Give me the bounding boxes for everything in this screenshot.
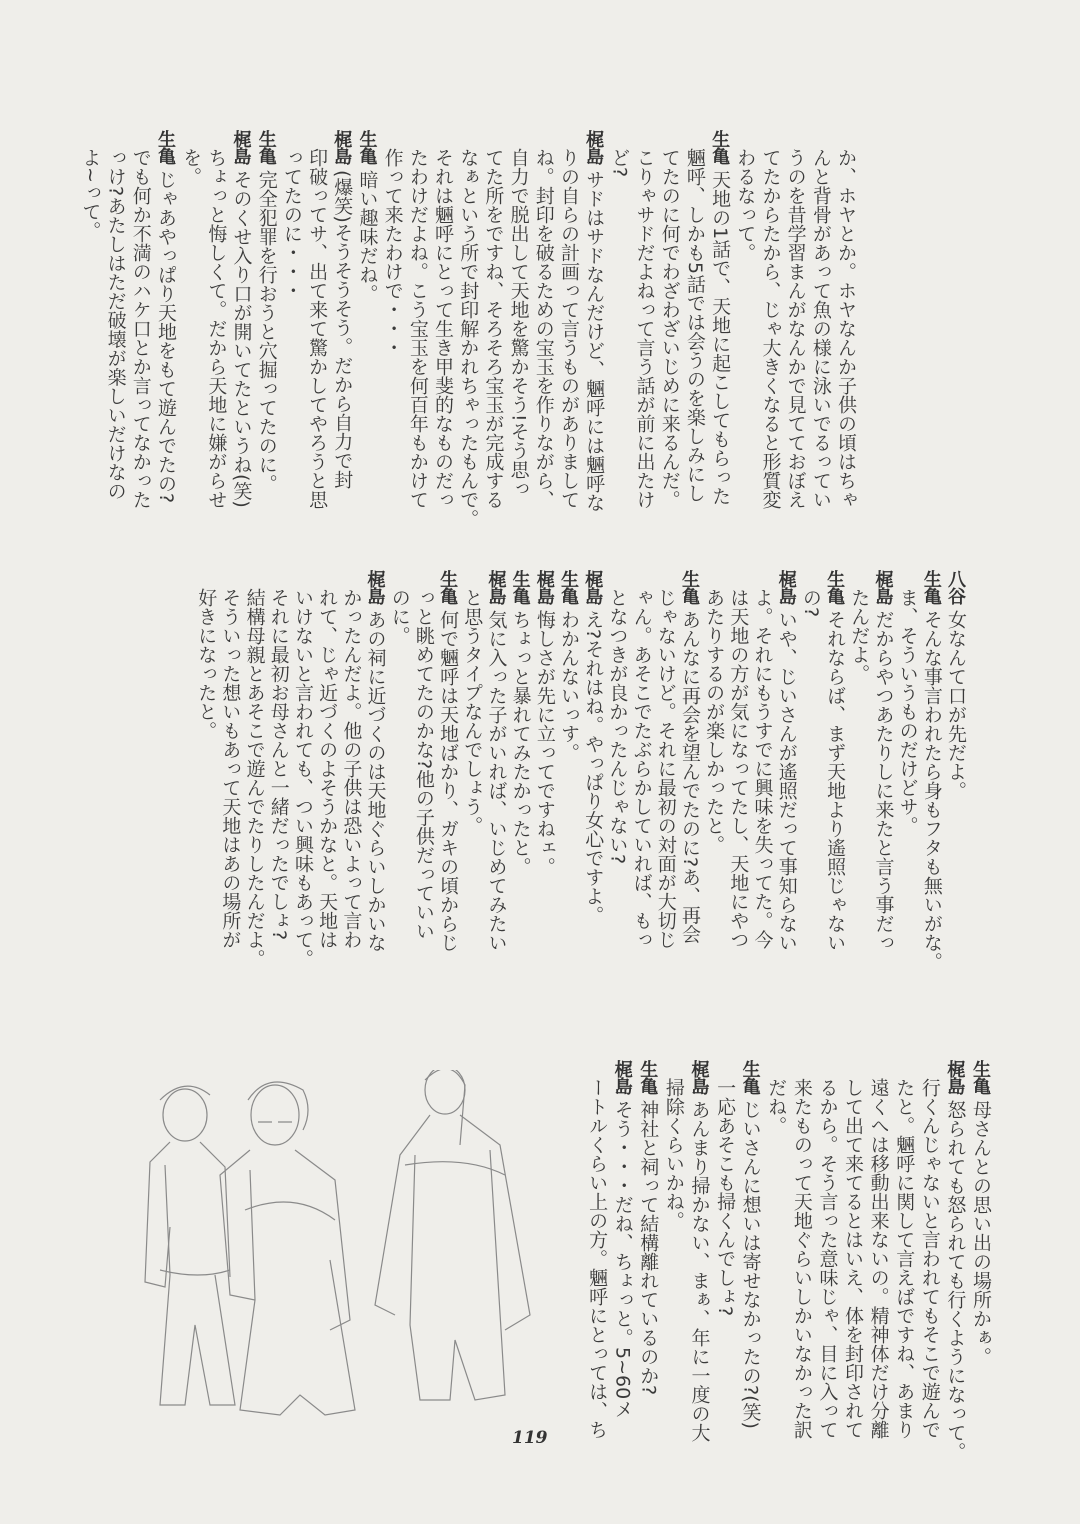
speaker-label: 梶島	[583, 130, 605, 164]
speaker-label: 生亀	[255, 130, 277, 164]
dialogue-line-continuation	[460, 570, 484, 950]
dialogue-line-continuation	[702, 570, 726, 950]
dialogue-text: して出て来てるとはいえ、体を封印されて	[842, 1078, 865, 1439]
sketch-figure-left	[145, 1086, 235, 1405]
dialogue-line-continuation	[242, 570, 266, 968]
speaker-label: 生亀	[637, 1060, 659, 1094]
dialogue-line-start	[153, 130, 178, 520]
dialogue-line-start	[533, 570, 557, 950]
dialogue-text: 好きになったと。	[195, 588, 218, 740]
dialogue-line-continuation	[412, 570, 436, 950]
dialogue-line-start	[354, 130, 379, 520]
dialogue-line-start	[678, 570, 702, 950]
dialogue-text: よ。それにもうすでに興味を失ってた。今	[751, 588, 774, 949]
dialogue-text: たわけだよね。こう宝玉を何百年もかけて	[406, 148, 429, 509]
dialogue-text: ど?	[608, 148, 631, 178]
dialogue-line-continuation	[556, 130, 581, 520]
speaker-label: 生亀	[356, 130, 378, 164]
dialogue-text: んと背骨があって魚の様に泳いでるってい	[809, 148, 832, 509]
dialogue-text: え?それはね。やっぱり女心ですよ。	[582, 610, 605, 925]
dialogue-text: るから。そう言った意味じゃ、目に入って	[816, 1078, 839, 1439]
dialogue-line-continuation	[865, 1060, 891, 1439]
dialogue-line-continuation	[178, 130, 203, 520]
dialogue-line-continuation	[102, 130, 127, 520]
dialogue-line-continuation	[682, 130, 707, 520]
dialogue-line-start	[944, 570, 968, 950]
dialogue-text: たと。魎呼に関して言えばですね、あまり	[893, 1078, 916, 1439]
dialogue-text: じゃあやっぱり天地をもて遊んでたの?	[154, 170, 177, 504]
dialogue-text: わるなって。	[734, 148, 757, 262]
dialogue-text: 魎呼、しかも5話では会うのを楽しみにし	[683, 148, 706, 503]
dialogue-line-continuation	[757, 130, 782, 520]
dialogue-line-start	[363, 570, 387, 950]
dialogue-line-continuation	[916, 1060, 942, 1439]
dialogue-line-start	[871, 570, 895, 950]
dialogue-line-start	[581, 570, 605, 950]
dialogue-line-start	[823, 570, 847, 950]
dialogue-line-continuation	[788, 1060, 814, 1439]
speaker-label: 生亀	[970, 1060, 991, 1094]
dialogue-text: いや、じいさんが遙照だって事知らない	[775, 610, 798, 952]
interview-block-middle	[194, 570, 968, 971]
dialogue-text: だね。	[765, 1078, 788, 1135]
dialogue-text: ま、そういうものだけどサ。	[896, 588, 919, 835]
speaker-label: 生亀	[824, 570, 846, 604]
dialogue-text: ートルくらい上の方。魎呼にとっては、ち	[586, 1078, 609, 1439]
dialogue-text: そう・・・だね、ちょっと。5~60メ	[611, 1100, 634, 1419]
speaker-label: 梶島	[582, 570, 604, 604]
dialogue-text: じいさんに想いは寄せなかったの?(笑)	[739, 1100, 762, 1429]
dialogue-line-continuation	[895, 570, 919, 950]
dialogue-line-continuation	[711, 1060, 737, 1370]
dialogue-line-start	[942, 1060, 968, 1461]
dialogue-text: うのを昔学習まんがなんかで見てておぼえ	[784, 148, 807, 509]
speaker-label: 生亀	[920, 570, 942, 604]
dialogue-text: だからやつあたりしに来たと言う事だっ	[872, 610, 895, 952]
dialogue-text: 印破ってサ、出て来て驚かしてやろうと思	[306, 148, 329, 509]
dialogue-line-start	[228, 130, 253, 520]
dialogue-text: 神社と祠って結構離れているのか?	[637, 1100, 660, 1396]
dialogue-text: 掃除くらいかね。	[662, 1078, 685, 1230]
dialogue-line-continuation	[606, 130, 631, 520]
dialogue-text: よ~って。	[79, 148, 102, 240]
dialogue-line-continuation	[847, 570, 871, 950]
dialogue-text: 女なんて口が先だよ。	[945, 610, 967, 800]
speaker-label: 梶島	[688, 1060, 710, 1094]
speaker-label: 生亀	[709, 130, 731, 164]
dialogue-text: そんな事言われたら身もフタも無いがな。	[920, 610, 943, 971]
dialogue-line-continuation	[339, 570, 363, 950]
dialogue-line-continuation	[128, 130, 153, 520]
page-number: 119	[512, 1428, 548, 1448]
dialogue-line-start	[436, 570, 460, 950]
dialogue-line-continuation	[267, 570, 291, 950]
dialogue-text: あんまり掃かない、まぁ、年に一度の大	[688, 1100, 711, 1442]
dialogue-line-continuation	[430, 130, 455, 520]
speaker-label: 梶島	[364, 570, 386, 604]
character-sketch-illustration	[130, 1070, 570, 1440]
dialogue-text: 自力で脱出して天地を驚かそう!そう思っ	[507, 148, 530, 498]
dialogue-line-continuation	[505, 130, 530, 520]
dialogue-line-start	[581, 130, 606, 520]
dialogue-line-continuation	[531, 130, 556, 520]
dialogue-text: かったんだよ。他の子供は恐いよって言わ	[340, 588, 363, 949]
dialogue-text: なぁという所で封印解かれちゃったもんで。	[457, 148, 480, 528]
dialogue-text: ね。封印を破るための宝玉を作りながら、	[532, 148, 555, 509]
dialogue-text: 悔しさが先に立ってですねェ。	[533, 610, 556, 876]
dialogue-text: 来たものって天地ぐらいしかいなかった訳	[790, 1078, 813, 1439]
dialogue-line-start	[508, 570, 532, 950]
dialogue-line-continuation	[584, 1060, 610, 1439]
speaker-label: 生亀	[509, 570, 531, 604]
dialogue-text: ゃん。あそこでたぶらかしていれば、もっ	[630, 588, 653, 949]
interview-block-bottom	[584, 1060, 994, 1461]
dialogue-text: てたのに何でわざわざいじめに来るんだ。	[658, 148, 681, 509]
dialogue-text: りの自らの計画って言うものがありまして	[557, 148, 580, 509]
dialogue-text: じゃないけど。それに最初の対面が大切じ	[654, 588, 677, 949]
speaker-label: 梶島	[611, 1060, 633, 1094]
dialogue-line-start	[635, 1060, 661, 1396]
dialogue-line-continuation	[203, 130, 228, 520]
dialogue-text: ってたのに・・・	[280, 148, 303, 300]
dialogue-line-continuation	[763, 1060, 789, 1370]
dialogue-line-continuation	[379, 130, 404, 520]
dialogue-line-continuation	[480, 130, 505, 520]
speaker-label: 八谷	[945, 570, 966, 604]
dialogue-text: 完全犯罪を行おうと穴掘ってたのに。	[255, 170, 278, 493]
sketch-figure-center	[220, 1082, 355, 1415]
dialogue-text: いけないと言われても、つい興味もあって。	[291, 588, 314, 968]
dialogue-line-continuation	[77, 130, 102, 520]
dialogue-text: わかんないっす。	[558, 610, 580, 762]
speaker-label: 梶島	[485, 570, 507, 604]
dialogue-line-start	[737, 1060, 763, 1429]
speaker-label: 生亀	[437, 570, 459, 604]
dialogue-line-continuation	[657, 130, 682, 520]
dialogue-text: ちょっと悔しくて。だから天地に嫌がらせ	[205, 148, 228, 509]
dialogue-text: あんなに再会を望んでたのに?あ、再会	[678, 610, 701, 944]
dialogue-line-continuation	[839, 1060, 865, 1439]
dialogue-line-continuation	[799, 570, 823, 950]
dialogue-text: 一応あそこも掃くんでしょ?	[714, 1078, 737, 1317]
dialogue-line-continuation	[455, 130, 480, 528]
dialogue-line-continuation	[750, 570, 774, 950]
dialogue-text: てた所をですね、そろそろ宝玉が完成する	[482, 148, 505, 509]
dialogue-text: それならば、まず天地より遙照じゃない	[824, 610, 847, 952]
speaker-label: 生亀	[154, 130, 176, 164]
dialogue-text: っけ?あたしはただ破壊が楽しいだけなの	[104, 148, 127, 501]
dialogue-text: てたからたから、じゃ大きくなると形質変	[759, 148, 782, 509]
dialogue-line-start	[254, 130, 279, 520]
dialogue-text: れて、じゃ近づくのよそうかなと。天地は	[316, 588, 339, 949]
dialogue-text: サドはサドなんだけど、魎呼には魎呼な	[583, 170, 606, 512]
speaker-label: 生亀	[739, 1060, 761, 1094]
dialogue-text: と思うタイプなんでしょう。	[461, 588, 484, 835]
dialogue-line-continuation	[891, 1060, 917, 1439]
dialogue-line-continuation	[194, 570, 218, 950]
dialogue-text: たんだよ。	[848, 588, 871, 683]
dialogue-line-start	[920, 570, 944, 971]
dialogue-text: それに最初お母さんと一緒だったでしょ?	[267, 588, 290, 941]
dialogue-text: っと眺めてたのかな?他の子供だっていい	[412, 588, 435, 941]
dialogue-line-continuation	[315, 570, 339, 950]
dialogue-text: 暗い趣味だね。	[356, 170, 379, 303]
dialogue-line-continuation	[388, 570, 412, 950]
dialogue-text: 作って来たわけで・・・	[381, 148, 404, 357]
dialogue-text: は天地の方が気になってたし、天地にやつ	[727, 588, 750, 949]
dialogue-line-start	[686, 1060, 712, 1442]
dialogue-line-start	[967, 1060, 993, 1370]
dialogue-line-continuation	[808, 130, 833, 520]
speaker-label: 梶島	[230, 130, 252, 164]
dialogue-line-continuation	[605, 570, 629, 950]
dialogue-line-continuation	[304, 130, 329, 520]
dialogue-text: 天地の1話で、天地に起こしてもらった	[709, 170, 732, 506]
dialogue-text: となつきが良かったんじゃない?	[606, 588, 629, 865]
dialogue-line-start	[609, 1060, 635, 1419]
dialogue-text: 遠くへは移動出来ないの。精神体だけ分離	[867, 1078, 890, 1439]
dialogue-text: 結構母親とあそこで遊んでたりしたんだよ。	[243, 588, 266, 968]
dialogue-text: を。	[180, 148, 203, 186]
dialogue-text: か、ホヤとか。ホヤなんか子供の頃はちゃ	[835, 148, 857, 509]
dialogue-line-start	[707, 130, 732, 520]
speaker-label: 梶島	[331, 130, 353, 164]
dialogue-line-continuation	[782, 130, 807, 520]
dialogue-line-start	[484, 570, 508, 950]
dialogue-line-continuation	[631, 130, 656, 520]
dialogue-text: あたりするのが楽しかったと。	[703, 588, 726, 854]
dialogue-text: あの祠に近づくのは天地ぐらいしかいな	[364, 610, 387, 952]
dialogue-line-start	[557, 570, 581, 950]
dialogue-text: 母さんとの思い出の場所かぁ。	[970, 1100, 992, 1366]
dialogue-line-continuation	[291, 570, 315, 968]
dialogue-text: (爆笑)そうそうそう。だから自力で封	[331, 170, 354, 489]
dialogue-line-continuation	[833, 130, 858, 520]
dialogue-line-continuation	[218, 570, 242, 950]
dialogue-line-continuation	[726, 570, 750, 950]
speaker-label: 梶島	[775, 570, 797, 604]
dialogue-text: こりゃサドだよねって言う話が前に出たけ	[633, 148, 656, 509]
dialogue-text: のに。	[388, 588, 411, 645]
dialogue-text: でも何か不満のハケ口とか言ってなかった	[129, 148, 152, 509]
dialogue-text: そのくせ入り口が開いてたというね(笑)	[230, 170, 253, 508]
dialogue-line-start	[329, 130, 354, 520]
speaker-label: 生亀	[558, 570, 579, 604]
dialogue-line-continuation	[629, 570, 653, 950]
speaker-label: 梶島	[872, 570, 894, 604]
dialogue-text: 行くんじゃないと言われてもそこで遊んで	[918, 1078, 941, 1439]
dialogue-line-continuation	[405, 130, 430, 520]
dialogue-line-continuation	[654, 570, 678, 950]
speaker-label: 梶島	[944, 1060, 966, 1094]
sketch-figure-right	[375, 1070, 530, 1400]
speaker-label: 梶島	[533, 570, 555, 604]
dialogue-text: 怒られても怒られても行くようになって。	[944, 1100, 967, 1461]
dialogue-line-continuation	[279, 130, 304, 520]
speaker-label: 生亀	[678, 570, 700, 604]
dialogue-line-continuation	[660, 1060, 686, 1370]
interview-block-top	[77, 130, 858, 528]
dialogue-text: そういった想いもあって天地はあの場所が	[219, 588, 242, 949]
dialogue-line-continuation	[814, 1060, 840, 1439]
dialogue-text: ちょっと暴れてみたかったと。	[509, 610, 532, 876]
dialogue-text: それは魎呼にとって生き甲斐的なものだっ	[432, 148, 454, 509]
dialogue-line-continuation	[732, 130, 757, 520]
dialogue-text: 何で魎呼は天地ばかり、ガキの頃からじ	[437, 610, 460, 952]
dialogue-text: の?	[799, 588, 822, 618]
dialogue-line-start	[775, 570, 799, 950]
dialogue-text: 気に入った子がいれば、いじめてみたい	[485, 610, 508, 952]
